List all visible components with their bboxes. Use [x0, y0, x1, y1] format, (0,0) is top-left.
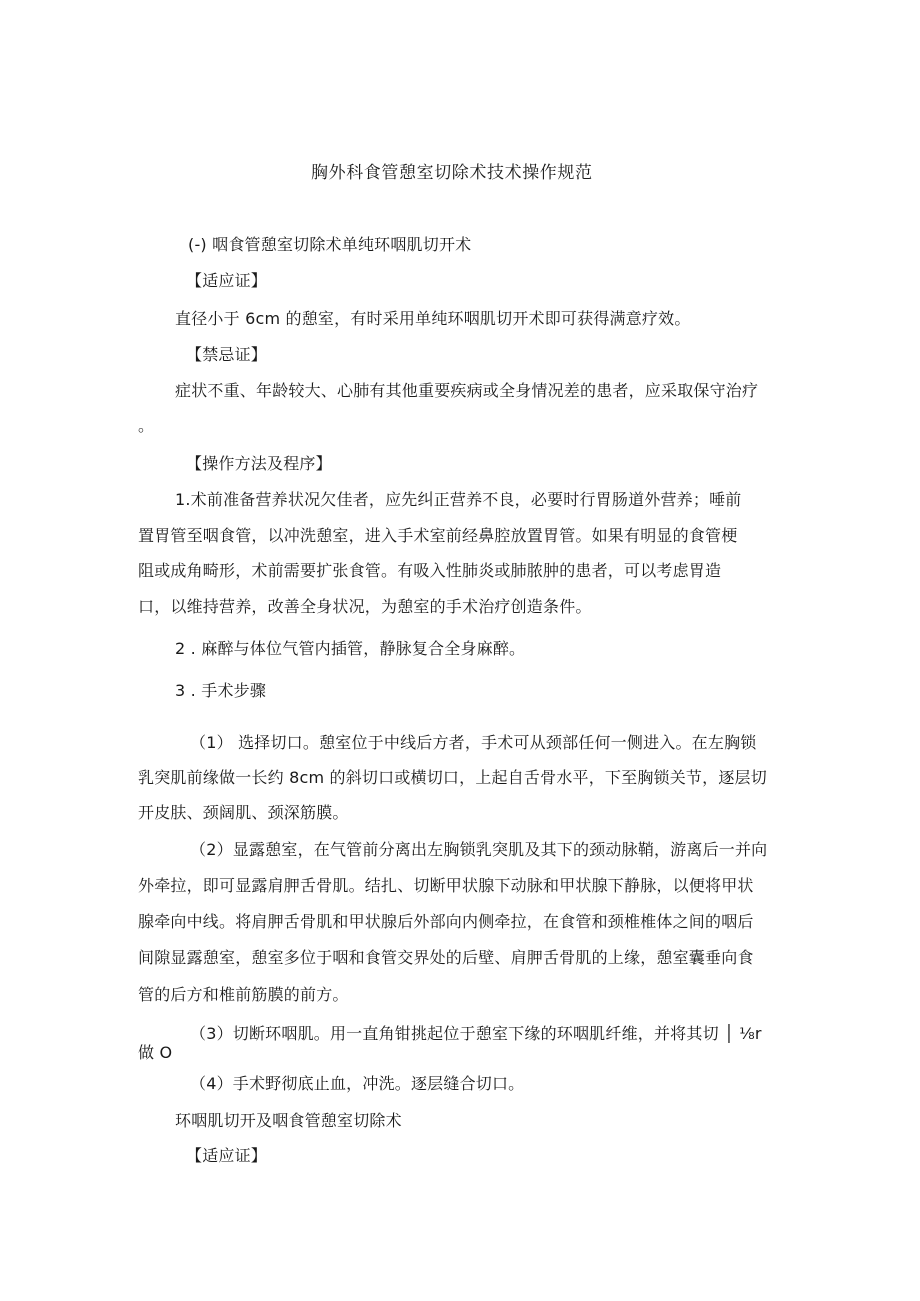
section-heading: 环咽肌切开及咽食管憩室切除术: [175, 1111, 402, 1130]
indications-label: 【适应证】: [186, 271, 268, 290]
indications-label: 【适应证】: [186, 1146, 268, 1165]
step-3-text: 3 . 手术步骤: [175, 681, 267, 700]
substep-3-line: （3）切断环咽肌。用一直角钳挑起位于憩室下缘的环咽肌纤维，并将其切 │ ⅛r: [190, 1024, 762, 1043]
contraindications-text-end: 。: [138, 416, 155, 435]
contraindications-label: 【禁忌证】: [186, 345, 268, 364]
step-1-line: 置胃管至咽食管，以冲洗憩室，进入手术室前经鼻腔放置胃管。如果有明显的食管梗: [138, 526, 738, 545]
substep-2-line: （2）显露憩室，在气管前分离出左胸锁乳突肌及其下的颈动脉鞘，游离后一并向: [190, 840, 768, 859]
substep-2-line: 间隙显露憩室，憩室多位于咽和食管交界处的后壁、肩胛舌骨肌的上缘，憩室囊垂向食: [138, 948, 754, 967]
substep-2-line: 外牵拉，即可显露肩胛舌骨肌。结扎、切断甲状腺下动脉和甲状腺下静脉，以便将甲状: [138, 876, 754, 895]
substep-2-line: 腺牵向中线。将肩胛舌骨肌和甲状腺后外部向内侧牵拉，在食管和颈椎椎体之间的咽后: [138, 912, 754, 931]
substep-4-text: （4）手术野彻底止血，冲洗。逐层缝合切口。: [190, 1074, 525, 1093]
step-1-line: 口，以维持营养，改善全身状况，为憩室的手术治疗创造条件。: [138, 597, 592, 616]
substep-1-line: 乳突肌前缘做一长约 8cm 的斜切口或横切口，上起自舌骨水平，下至胸锁关节，逐层切: [138, 768, 767, 787]
document-title: 胸外科食管憩室切除术技术操作规范: [311, 163, 593, 183]
substep-1-line: 开皮肤、颈阔肌、颈深筋膜。: [138, 803, 349, 822]
substep-3-line: 做 O: [138, 1043, 173, 1062]
procedure-label: 【操作方法及程序】: [186, 454, 332, 473]
substep-1-line: （1） 选择切口。憩室位于中线后方者，手术可从颈部任何一侧进入。在左胸锁: [190, 733, 757, 752]
contraindications-text: 症状不重、年龄较大、心肺有其他重要疾病或全身情况差的患者，应采取保守治疗: [175, 381, 759, 400]
substep-2-line: 管的后方和椎前筋膜的前方。: [138, 985, 349, 1004]
step-1-line: 1.术前准备营养状况欠佳者，应先纠正营养不良，必要时行胃肠道外营养；唾前: [175, 490, 742, 509]
step-2-text: 2 . 麻醉与体位气管内插管，静脉复合全身麻醉。: [175, 639, 526, 658]
section-heading: (-) 咽食管憩室切除术单纯环咽肌切开术: [188, 235, 472, 254]
indications-text: 直径小于 6cm 的憩室，有时采用单纯环咽肌切开术即可获得满意疗效。: [175, 309, 691, 328]
step-1-line: 阻或成角畸形，术前需要扩张食管。有吸入性肺炎或肺脓肿的患者，可以考虑胃造: [138, 561, 722, 580]
